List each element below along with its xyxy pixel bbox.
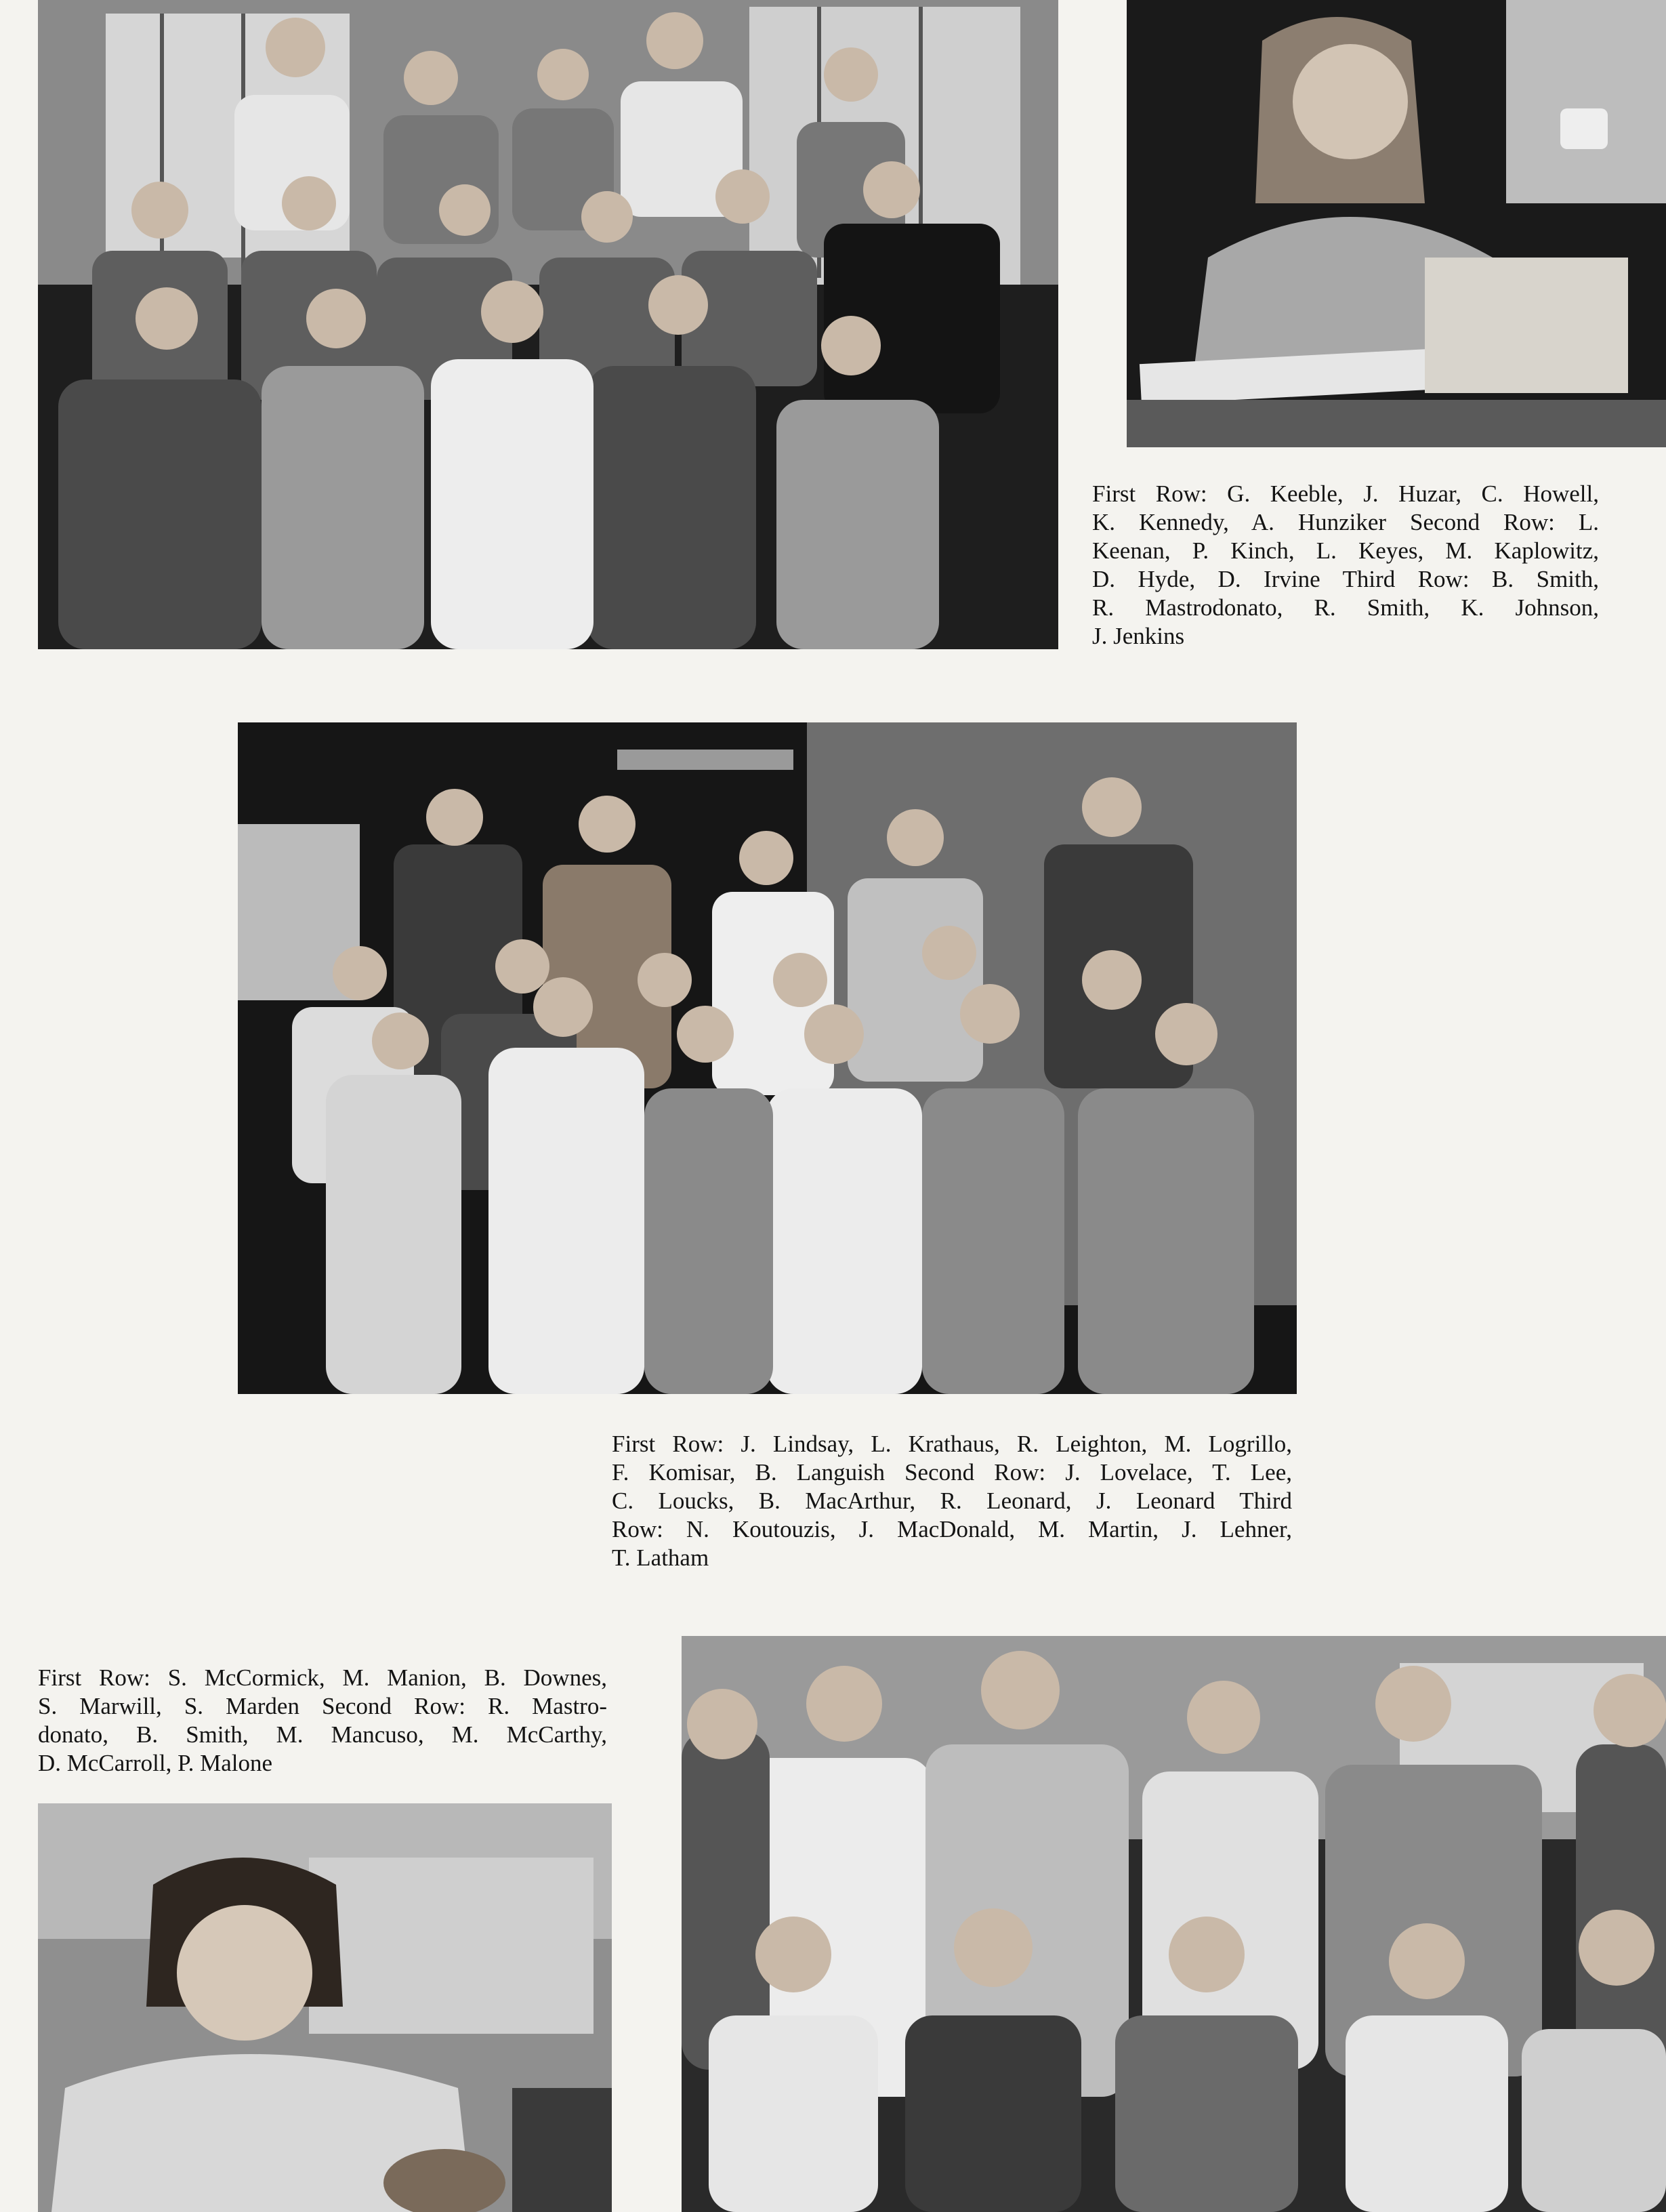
caption-line: J. Jenkins	[1092, 623, 1185, 649]
caption-line: S. Marwill, S. Marden Second Row: R. Mastro-	[38, 1693, 607, 1719]
student-photo-1	[1127, 0, 1666, 447]
caption-line: First Row: G. Keeble, J. Huzar, C. Howell,	[1092, 480, 1599, 507]
student-photo-1-image	[1127, 0, 1666, 447]
group2-caption	[612, 1430, 1292, 1572]
caption-line: T. Latham	[612, 1544, 709, 1571]
group-photo-1	[38, 0, 1058, 649]
group-photo-3-image	[682, 1636, 1666, 2212]
caption-line: First Row: J. Lindsay, L. Krathaus, R. Leighton, M. Logrillo,	[612, 1431, 1292, 1457]
caption-line: D. McCarroll, P. Malone	[38, 1750, 273, 1776]
caption-line: F. Komisar, B. Languish Second Row: J. Lovelace, T. Lee,	[612, 1459, 1292, 1486]
student-photo-2-image	[38, 1803, 612, 2212]
group-photo-3	[682, 1636, 1666, 2212]
group-photo-1-image	[38, 0, 1058, 649]
group1-caption	[1092, 480, 1599, 651]
caption-line: C. Loucks, B. MacArthur, R. Leonard, J. Leonard Third	[612, 1488, 1292, 1514]
caption-line: D. Hyde, D. Irvine Third Row: B. Smith,	[1092, 566, 1599, 592]
student-photo-2	[38, 1803, 612, 2212]
group-photo-2-image	[238, 722, 1297, 1394]
caption-line: First Row: S. McCormick, M. Manion, B. Downes,	[38, 1664, 607, 1691]
caption-line: donato, B. Smith, M. Mancuso, M. McCarthy,	[38, 1721, 607, 1748]
caption-line: K. Kennedy, A. Hunziker Second Row: L.	[1092, 509, 1599, 535]
group-photo-2	[238, 722, 1297, 1394]
group3-caption	[38, 1664, 607, 1778]
caption-line: Keenan, P. Kinch, L. Keyes, M. Kaplowitz,	[1092, 537, 1599, 564]
caption-line: Row: N. Koutouzis, J. MacDonald, M. Martin, J. Lehner,	[612, 1516, 1292, 1542]
caption-line: R. Mastrodonato, R. Smith, K. Johnson,	[1092, 594, 1599, 621]
